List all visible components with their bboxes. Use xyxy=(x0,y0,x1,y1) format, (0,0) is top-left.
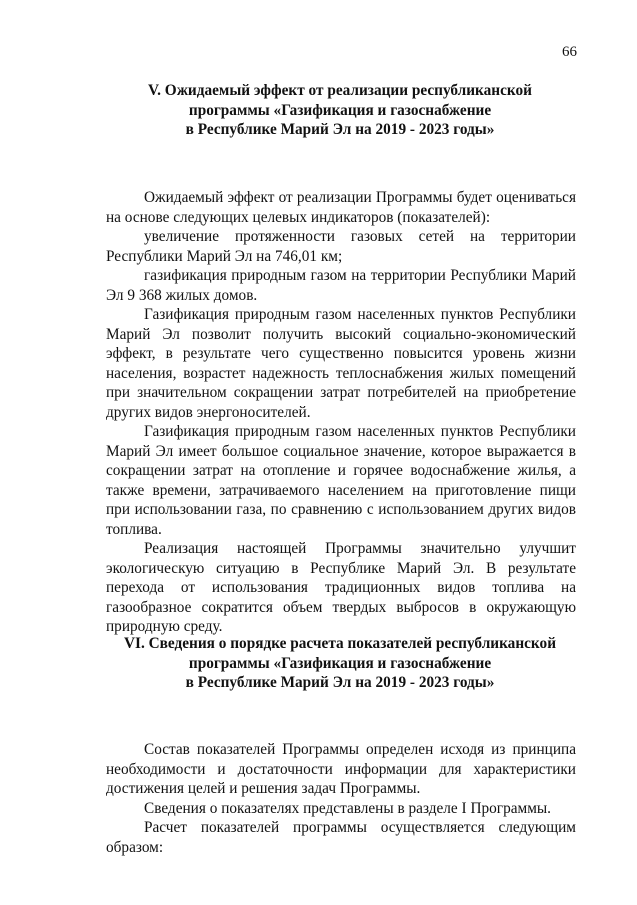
paragraph: Расчет показателей программы осуществляется следующим образом: xyxy=(106,819,576,856)
heading-line: в Республике Марий Эл на 2019 - 2023 годы» xyxy=(185,121,495,138)
page-number: 66 xyxy=(562,44,577,60)
heading-line: программы «Газификация и газоснабжение xyxy=(188,654,492,672)
paragraph: Газификация природным газом населенных пунктов Республики Марий Эл имеет большое социальное значение, которое выражается в сокращении затрат на отопление и горячее водоснабжение жилья, а также времени, затрачиваемого населением на приготовление пищи при использовании газа, по сравнению с использованием других видов топлива. xyxy=(106,423,576,538)
paragraph: газификация природным газом на территории Республики Марий Эл 9 368 жилых домов. xyxy=(106,267,576,304)
paragraph: Сведения о показателях представлены в разделе I Программы. xyxy=(144,799,551,817)
heading-line: в Республике Марий Эл на 2019 - 2023 годы» xyxy=(185,674,495,691)
section-5-body xyxy=(106,188,576,637)
heading-line: VI. Сведения о порядке расчета показателей республиканской xyxy=(123,635,557,652)
paragraph: Реализация настоящей Программы значительно улучшит экологическую ситуацию в Республике Марий Эл. В результате перехода от использования традиционных видов топлива на газообразное сократится объем твердых выбросов в окружающую природную среду. xyxy=(106,540,576,635)
heading-line: V. Ожидаемый эффект от реализации республиканской xyxy=(148,82,532,99)
paragraph: увеличение протяженности газовых сетей на территории Республики Марий Эл на 746,01 км; xyxy=(106,228,576,265)
paragraph: Газификация природным газом населенных пунктов Республики Марий Эл позволит получить высокий социально-экономический эффект, в результате чего существенно повысится уровень жизни населения, возрастет надежность теплоснабжения жилых помещений при значительном сокращении затрат потребителей на приобретение других видов энергоносителей. xyxy=(106,306,576,421)
section-6-heading xyxy=(100,634,580,693)
paragraph: Состав показателей Программы определен исходя из принципа необходимости и достаточности информации для характеристики достижения целей и решения задач Программы. xyxy=(106,741,576,797)
heading-line: программы «Газификация и газоснабжение xyxy=(188,101,492,119)
paragraph: Ожидаемый эффект от реализации Программы будет оцениваться на основе следующих целевых индикаторов (показателей): xyxy=(106,189,576,226)
section-5-heading xyxy=(100,81,580,140)
section-6-body xyxy=(106,740,576,857)
